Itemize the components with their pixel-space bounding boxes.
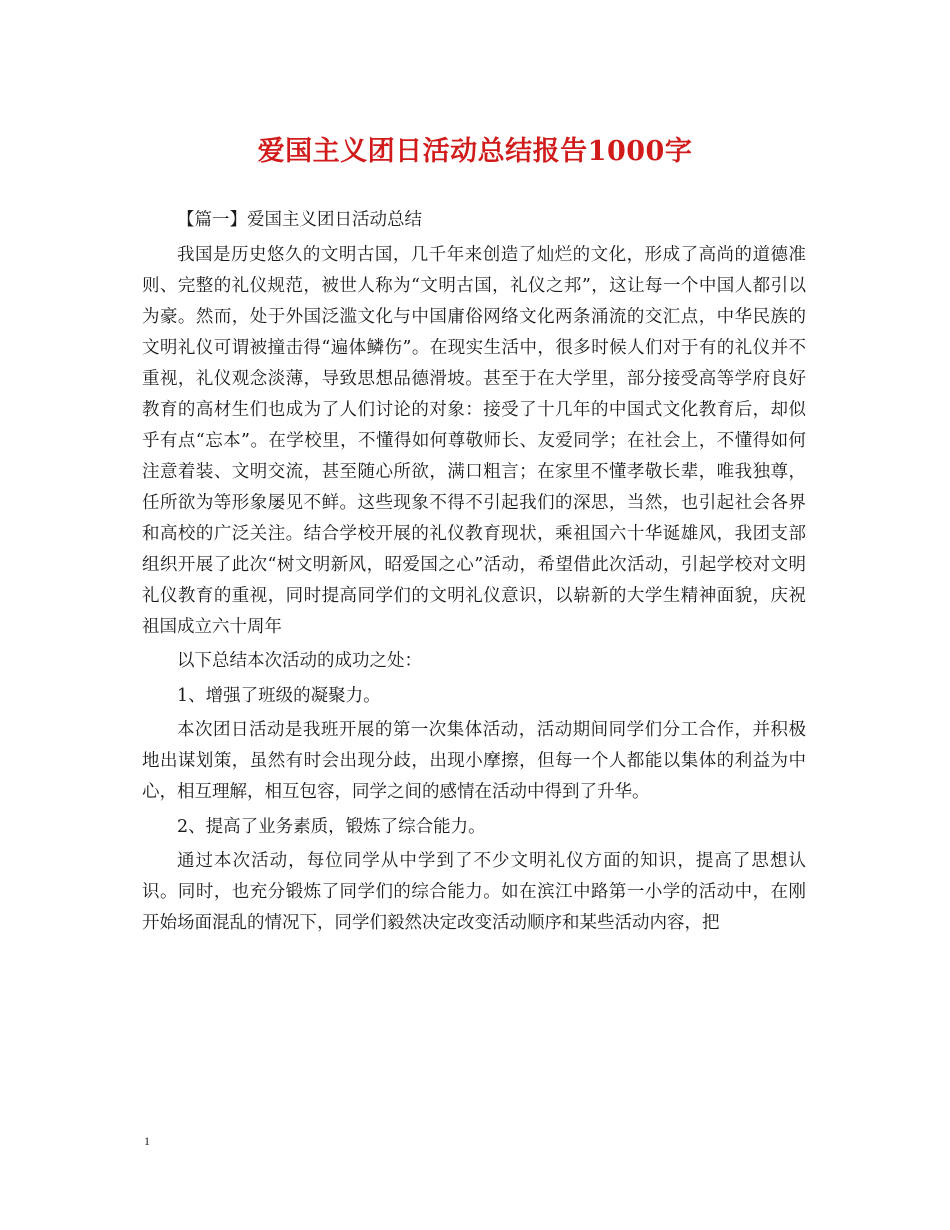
list-item-1: 1、增强了班级的凝聚力。 bbox=[177, 685, 381, 706]
paragraph-summary-lead: 以下总结本次活动的成功之处： bbox=[177, 651, 422, 671]
document-body bbox=[142, 205, 806, 943]
list-item-2: 2、提高了业务素质，锻炼了综合能力。 bbox=[177, 816, 486, 837]
paragraph-skills: 通过本次活动，每位同学从中学到了不少文明礼仪方面的知识，提高了思想认识。同时，也充分锻炼了同学们的综合能力。如在滨江中路第一小学的活动中，在刚开始场面混乱的情况下，同学们毅然决定改变活动顺序和某些活动内容，把 bbox=[142, 851, 806, 933]
paragraph-intro: 我国是历史悠久的文明古国，几千年来创造了灿烂的文化，形成了高尚的道德准则、完整的礼仪规范，被世人称为“文明古国，礼仪之邦”，这让每一个中国人都引以为豪。然而，处于外国泛滥文化与中国庸俗网络文化两条涌流的交汇点，中华民族的文明礼仪可谓被撞击得“遍体鳞伤”。在现实生活中，很多时候人们对于有的礼仪并不重视，礼仪观念淡薄，导致思想品德滑坡。甚至于在大学里，部分接受高等学府良好教育的高材生们也成为了人们讨论的对象：接受了十几年的中国式文化教育后，却似乎有点“忘本”。在学校里，不懂得如何尊敬师长、友爱同学；在社会上，不懂得如何注意着装、文明交流，甚至随心所欲，满口粗言；在家里不懂孝敬长辈，唯我独尊，任所欲为等形象屡见不鲜。这些现象不得不引起我们的深思，当然，也引起社会各界和高校的广泛关注。结合学校开展的礼仪教育现状，乘祖国六十华诞雄风，我团支部组织开展了此次“树文明新风，昭爱国之心”活动，希望借此次活动，引起学校对文明礼仪教育的重视，同时提高同学们的文明礼仪意识，以崭新的大学生精神面貌，庆祝祖国成立六十周年 bbox=[142, 244, 806, 637]
paragraph-cohesion: 本次团日活动是我班开展的第一次集体活动，活动期间同学们分工合作，并积极地出谋划策，虽然有时会出现分歧，出现小摩擦，但每一个人都能以集体的利益为中心，相互理解，相互包容，同学之间的感情在活动中得到了升华。 bbox=[142, 720, 806, 802]
document-title: 爱国主义团日活动总结报告1000字 bbox=[257, 136, 693, 167]
page-number: 1 bbox=[144, 1134, 150, 1148]
section-heading: 【篇一】爱国主义团日活动总结 bbox=[177, 210, 422, 230]
